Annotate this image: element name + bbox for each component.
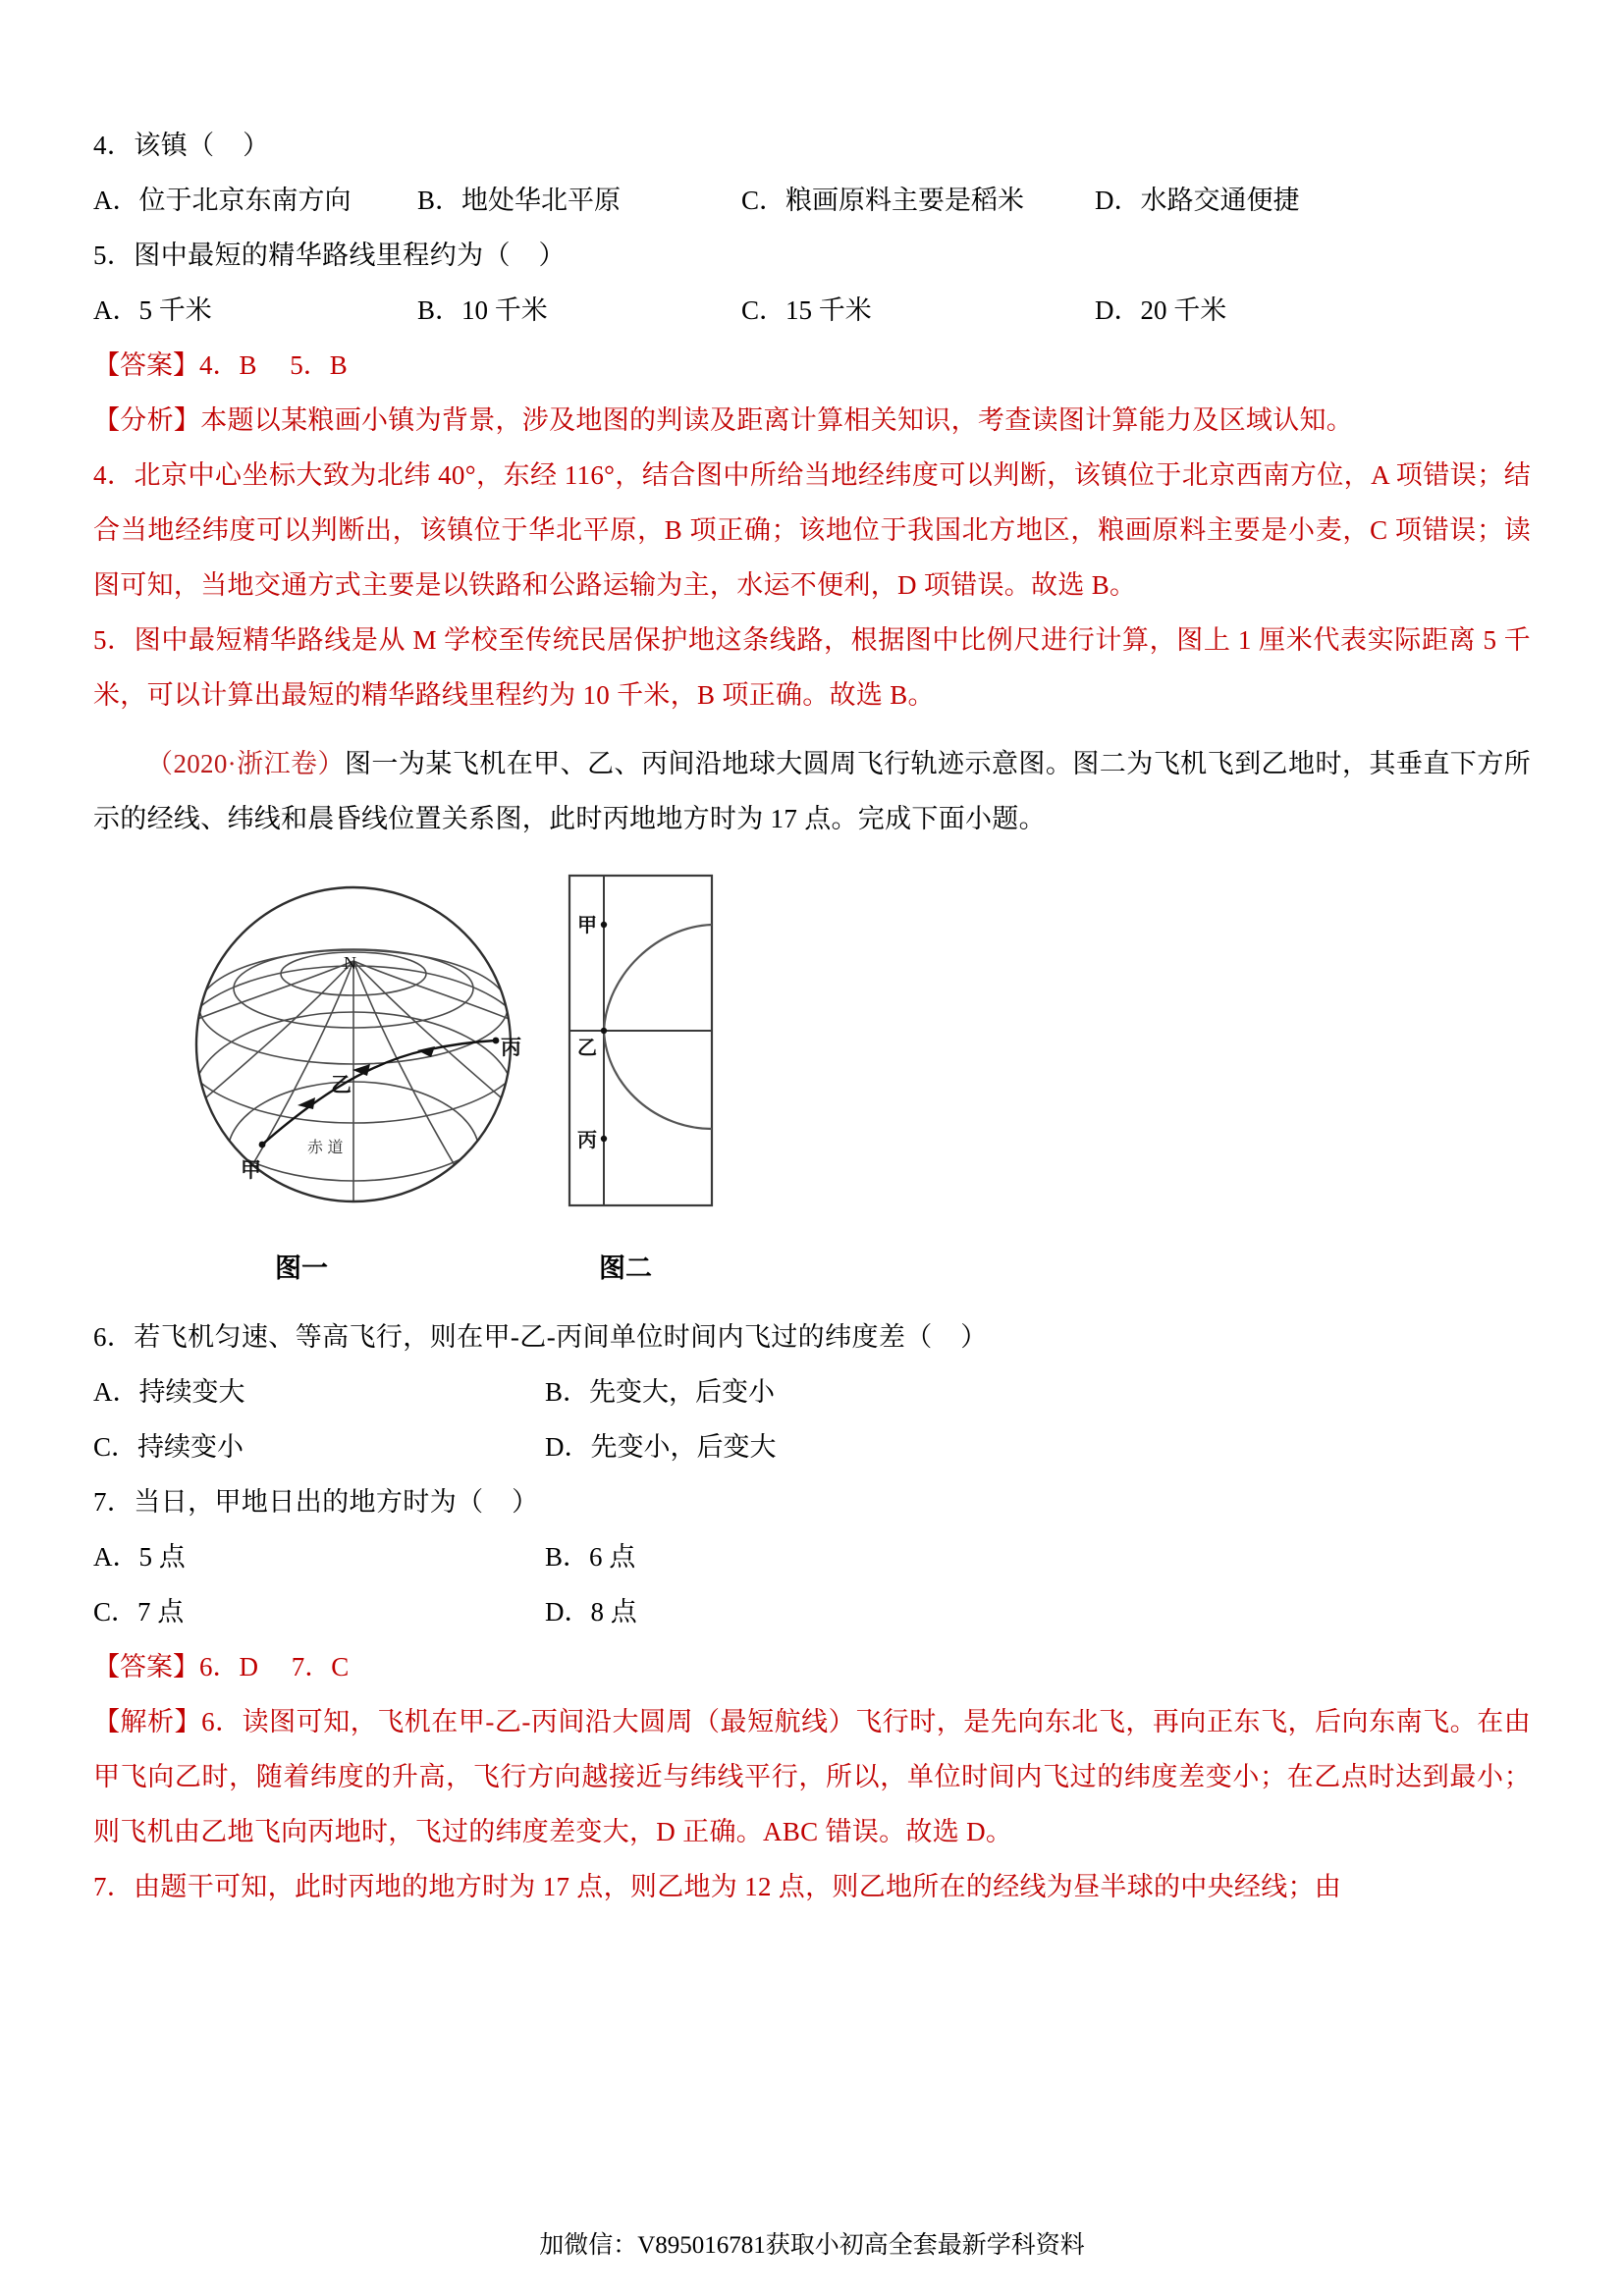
question-5-stem: 5．图中最短的精华路线里程约为（ ） <box>93 240 566 270</box>
figures-container <box>93 858 1531 1251</box>
figure-two-dot-jia <box>601 922 607 928</box>
answer-block-2: 【答案】6．D 7．C <box>93 1652 350 1682</box>
figure-one <box>182 858 535 1236</box>
question-4-stem: 4．该镇（ ） <box>93 131 270 160</box>
figure-two-dot-yi <box>601 1028 607 1034</box>
figure-captions <box>93 1251 1531 1309</box>
question-7-option-b[interactable]: B．6 点 <box>545 1542 636 1572</box>
question-5-option-d[interactable]: D．20 千米 <box>1095 295 1227 325</box>
question-7-option-c[interactable]: C．7 点 <box>93 1597 185 1627</box>
explanation-paragraph-7: 7．由题干可知，此时丙地的地方时为 17 点，则乙地为 12 点，则乙地所在的经线为昼半球的中央经线；由 <box>93 1872 1342 1901</box>
question-6-option-c[interactable]: C．持续变小 <box>93 1432 244 1462</box>
question-4-option-c[interactable]: C．粮画原料主要是稻米 <box>741 186 1025 215</box>
figure-two <box>550 866 746 1224</box>
question-7-options-row-1 <box>93 1529 1531 1584</box>
question-4-option-b[interactable]: B．地处华北平原 <box>417 186 622 215</box>
question-6-options-row-1 <box>93 1364 1531 1419</box>
question-4-option-d[interactable]: D．水路交通便捷 <box>1095 186 1300 215</box>
figure-two-terminator <box>604 925 712 1129</box>
question-7-option-d[interactable]: D．8 点 <box>545 1597 637 1627</box>
flight-path <box>262 1041 496 1145</box>
analysis-paragraph-4: 4．北京中心坐标大致为北纬 40°，东经 116°，结合图中所给当地经纬度可以判断，该镇位于北京西南方位，A 项错误；结合当地经纬度可以判断出，该镇位于华北平原，B 项正确；该地位于我国北方地区，粮画原料主要是小麦，C 项错误；读图可知，当地交通方式主要是以铁路和公路运输为主，水运不便利，D 项错误。故选 B。 <box>93 460 1531 600</box>
figure-one-label-jia: 甲 <box>241 1159 261 1182</box>
question-6-stem: 6．若飞机匀速、等高飞行，则在甲-乙-丙间单位时间内飞过的纬度差（ ） <box>93 1322 988 1352</box>
figure-two-dot-bing <box>601 1136 607 1142</box>
question-5-options <box>93 283 1531 338</box>
figure-one-label-bing: 丙 <box>501 1037 521 1059</box>
figure-one-label-yi: 乙 <box>331 1074 352 1096</box>
question-5-option-c[interactable]: C．15 千米 <box>741 295 872 325</box>
question-6-option-b[interactable]: B．先变大，后变小 <box>545 1377 776 1407</box>
point-jia-dot <box>259 1142 266 1148</box>
question-6-option-a[interactable]: A．持续变大 <box>93 1377 245 1407</box>
figure-one-pole-label: N <box>344 953 356 973</box>
explanation-paragraph-6: 【解析】6．读图可知，飞机在甲-乙-丙间沿大圆周（最短航线）飞行时，是先向东北飞，再向正东飞，后向东南飞。在由甲飞向乙时，随着纬度的升高，飞行方向越接近与纬线平行，所以，单位时间内飞过的纬度差变小；在乙点时达到最小；则飞机由乙地飞向丙地时，飞过的纬度差变大，D 正确。ABC 错误。故选 D。 <box>93 1707 1531 1846</box>
question-6-option-d[interactable]: D．先变小，后变大 <box>545 1432 777 1462</box>
point-bing-dot <box>493 1038 500 1044</box>
material-text: 图一为某飞机在甲、乙、丙间沿地球大圆周飞行轨迹示意图。图二为飞机飞到乙地时，其垂直下方所示的经线、纬线和晨昏线位置关系图，此时丙地地方时为 17 点。完成下面小题。 <box>93 749 1531 833</box>
figure-one-svg <box>182 858 535 1231</box>
question-7-stem: 7．当日，甲地日出的地方时为（ ） <box>93 1487 539 1517</box>
question-7-option-a[interactable]: A．5 点 <box>93 1542 186 1572</box>
material-intro <box>93 736 1531 846</box>
figure-two-caption: 图二 <box>599 1254 652 1283</box>
figure-two-svg <box>550 866 746 1219</box>
page-footer: 加微信：V895016781获取小初高全套最新学科资料 <box>539 2232 1085 2259</box>
material-source: （2020·浙江卷） <box>146 749 345 778</box>
answer-block-1: 【答案】4．B 5．B <box>93 350 348 380</box>
figure-one-caption: 图一 <box>275 1254 328 1283</box>
analysis-label-1: 【分析】本题以某粮画小镇为背景，涉及地图的判读及距离计算相关知识，考查读图计算能力及区域认知。 <box>93 405 1354 435</box>
figure-one-equator-label: 赤 道 <box>307 1140 344 1156</box>
figure-two-label-jia: 甲 <box>577 915 597 936</box>
question-4-option-a[interactable]: A．位于北京东南方向 <box>93 186 352 215</box>
figure-two-label-bing: 丙 <box>577 1130 597 1151</box>
question-5-option-b[interactable]: B．10 千米 <box>417 295 548 325</box>
figure-two-label-yi: 乙 <box>577 1038 597 1059</box>
question-5-option-a[interactable]: A．5 千米 <box>93 295 212 325</box>
question-7-options-row-2 <box>93 1584 1531 1639</box>
question-6-options-row-2 <box>93 1419 1531 1474</box>
analysis-paragraph-5: 5．图中最短精华路线是从 M 学校至传统民居保护地这条线路，根据图中比例尺进行计算，图上 1 厘米代表实际距离 5 千米，可以计算出最短的精华路线里程约为 10 千米，B 项正确。故选 B。 <box>93 625 1531 710</box>
question-4-options <box>93 173 1531 228</box>
